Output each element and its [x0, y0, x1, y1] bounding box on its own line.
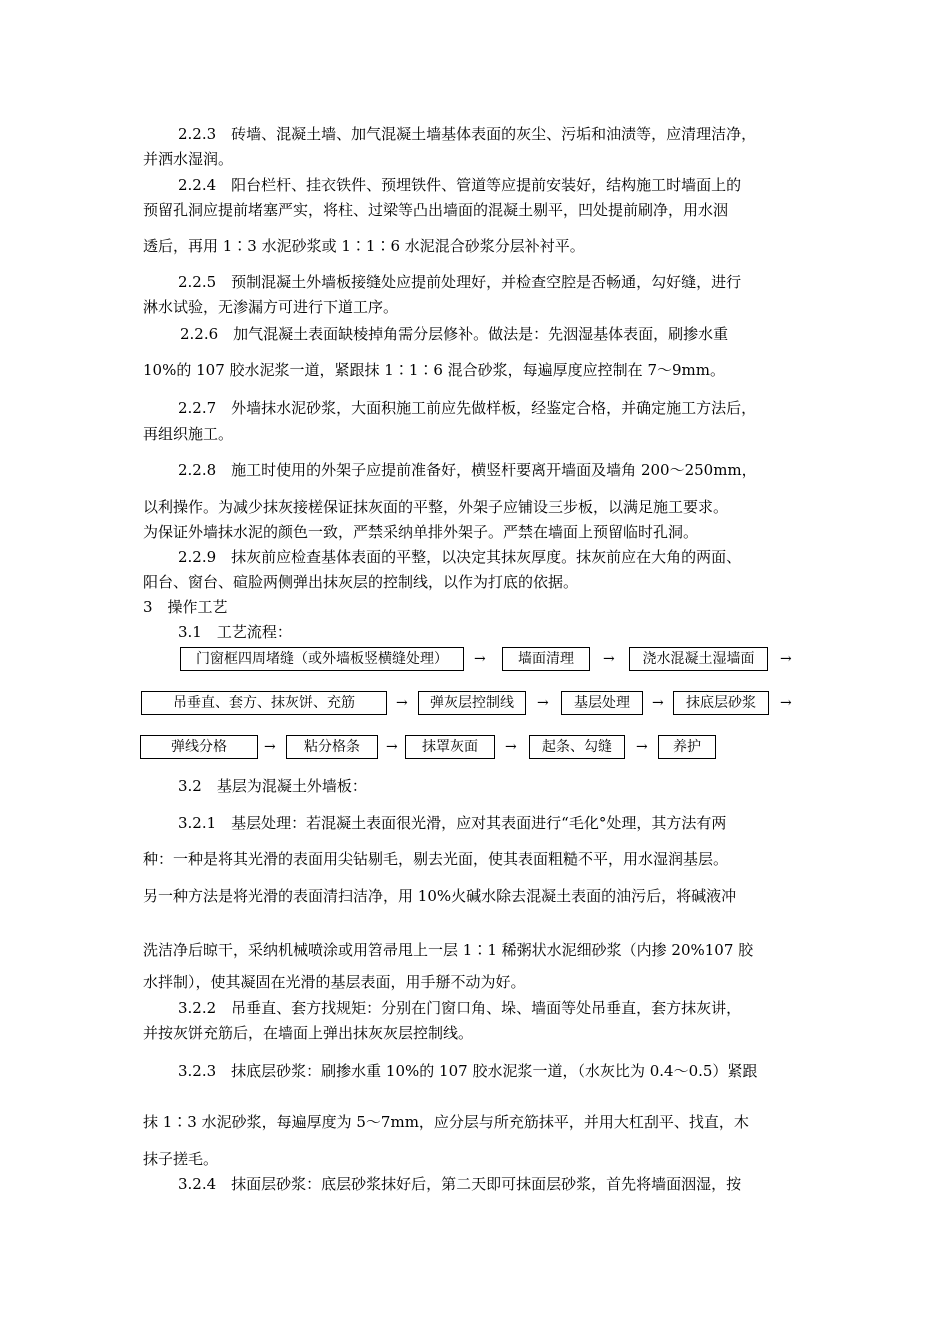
- flow-box-water-wet: 浇水混凝土湿墙面: [629, 647, 768, 671]
- flow-box-door-frame: 门窗框四周堵缝（或外墙板竖横缝处理）: [180, 647, 464, 671]
- para-3-2-heading: 3.2 基层为混凝土外墙板：: [178, 777, 367, 795]
- flow-box-base-treat: 基层处理: [561, 691, 643, 715]
- section-3-heading: 3 操作工艺: [143, 598, 228, 616]
- flow-box-mark-grid: 弹线分格: [140, 735, 258, 759]
- para-2-2-6-line1: 2.2.6 加气混凝土表面缺棱掉角需分层修补。做法是：先洇湿基体表面，刷掺水重: [180, 325, 729, 343]
- para-3-2-3-line3: 抹子搓毛。: [143, 1150, 219, 1168]
- para-2-2-4-line3: 透后，再用 1∶3 水泥砂浆或 1∶1∶6 水泥混合砂浆分层补衬平。: [143, 237, 585, 255]
- para-2-2-6-line2: 10%的 107 胶水泥浆一道，紧跟抹 1∶1∶6 混合砂浆，每遍厚度应控制在 7～9mm。: [143, 361, 725, 379]
- para-2-2-4-line1: 2.2.4 阳台栏杆、挂衣铁件、预埋铁件、管道等应提前安装好，结构施工时墙面上的: [178, 176, 742, 194]
- para-2-2-7-line1: 2.2.7 外墙抹水泥砂浆，大面积施工前应先做样板，经鉴定合格，并确定施工方法后，: [178, 399, 757, 417]
- para-2-2-8-line3: 为保证外墙抹水泥的颜色一致，严禁采纳单排外架子。严禁在墙面上预留临时孔洞。: [143, 523, 699, 541]
- para-3-2-1-line2: 种：一种是将其光滑的表面用尖钻剔毛，剔去光面，使其表面粗糙不平，用水湿润基层。: [143, 850, 729, 868]
- para-3-2-1-line1: 3.2.1 基层处理：若混凝土表面很光滑，应对其表面进行“毛化°处理，其方法有两: [178, 814, 727, 832]
- para-3-2-1-line4: 洗洁净后晾干，采纳机械喷涂或用笤帚甩上一层 1∶1 稀粥状水泥细砂浆（内掺 20%107 胶: [143, 941, 754, 959]
- flow-arrow: →: [386, 739, 398, 755]
- para-2-2-3-line2: 并洒水湿润。: [143, 150, 234, 168]
- flow-arrow: →: [780, 651, 792, 667]
- para-2-2-9-line1: 2.2.9 抹灰前应检查基体表面的平整，以决定其抹灰厚度。抹灰前应在大角的两面、: [178, 548, 742, 566]
- para-2-2-8-line2: 以利操作。为减少抹灰接槎保证抹灰面的平整，外架子应铺设三步板，以满足施工要求。: [143, 498, 729, 516]
- para-3-2-1-line5: 水拌制），使其凝固在光滑的基层表面，用手掰不动为好。: [143, 973, 526, 991]
- flow-arrow: →: [264, 739, 276, 755]
- flow-box-finish-coat: 抹罩灰面: [405, 735, 495, 759]
- flow-box-control-line: 弹灰层控制线: [418, 691, 526, 715]
- flow-arrow: →: [603, 651, 615, 667]
- flow-box-base-mortar: 抹底层砂浆: [673, 691, 769, 715]
- flow-box-wall-clean: 墙面清理: [502, 647, 590, 671]
- para-2-2-5-line1: 2.2.5 预制混凝土外墙板接缝处应提前处理好，并检查空腔是否畅通，勾好缝，进行: [178, 273, 742, 291]
- para-3-2-3-line1: 3.2.3 抹底层砂浆：刷掺水重 10%的 107 胶水泥浆一道，（水灰比为 0.4～0.5）紧跟: [178, 1062, 758, 1080]
- para-2-2-7-line2: 再组织施工。: [143, 425, 234, 443]
- para-3-2-2-line2: 并按灰饼充筋后，在墙面上弹出抹灰灰层控制线。: [143, 1024, 474, 1042]
- para-3-2-4-line1: 3.2.4 抹面层砂浆：底层砂浆抹好后，第二天即可抹面层砂浆，首先将墙面洇湿，按: [178, 1175, 742, 1193]
- flow-box-curing: 养护: [658, 735, 716, 759]
- para-2-2-4-line2: 预留孔洞应提前堵塞严实，将柱、过梁等凸出墙面的混凝土剔平，凹处提前刷净，用水洇: [143, 201, 729, 219]
- para-3-2-1-line3: 另一种方法是将光滑的表面清扫洁净，用 10%火碱水除去混凝土表面的油污后，将碱液冲: [143, 887, 737, 905]
- flow-box-remove-strip: 起条、勾缝: [529, 735, 625, 759]
- para-2-2-5-line2: 淋水试验，无渗漏方可进行下道工序。: [143, 298, 399, 316]
- flow-arrow: →: [636, 739, 648, 755]
- flow-arrow: →: [396, 695, 408, 711]
- flow-box-plumb: 吊垂直、套方、抹灰饼、充筋: [141, 691, 387, 715]
- para-3-2-2-line1: 3.2.2 吊垂直、套方找规矩：分别在门窗口角、垛、墙面等处吊垂直，套方抹灰讲，: [178, 999, 742, 1017]
- para-2-2-8-line1: 2.2.8 施工时使用的外架子应提前准备好，横竖杆要离开墙面及墙角 200～250mm，: [178, 461, 757, 479]
- flow-arrow: →: [505, 739, 517, 755]
- flow-arrow: →: [780, 695, 792, 711]
- para-3-1-heading: 3.1 工艺流程：: [178, 623, 292, 641]
- flow-box-grid-strip: 粘分格条: [286, 735, 378, 759]
- para-2-2-3-line1: 2.2.3 砖墙、混凝土墙、加气混凝土墙基体表面的灰尘、污垢和油渍等，应清理洁净，: [178, 125, 757, 143]
- para-2-2-9-line2: 阳台、窗台、碹脸两侧弹出抹灰层的控制线，以作为打底的依据。: [143, 573, 579, 591]
- flow-arrow: →: [537, 695, 549, 711]
- flow-arrow: →: [474, 651, 486, 667]
- flow-arrow: →: [652, 695, 664, 711]
- para-3-2-3-line2: 抹 1∶3 水泥砂浆，每遍厚度为 5～7mm，应分层与所充筋抹平，并用大杠刮平、找直，木: [143, 1113, 749, 1131]
